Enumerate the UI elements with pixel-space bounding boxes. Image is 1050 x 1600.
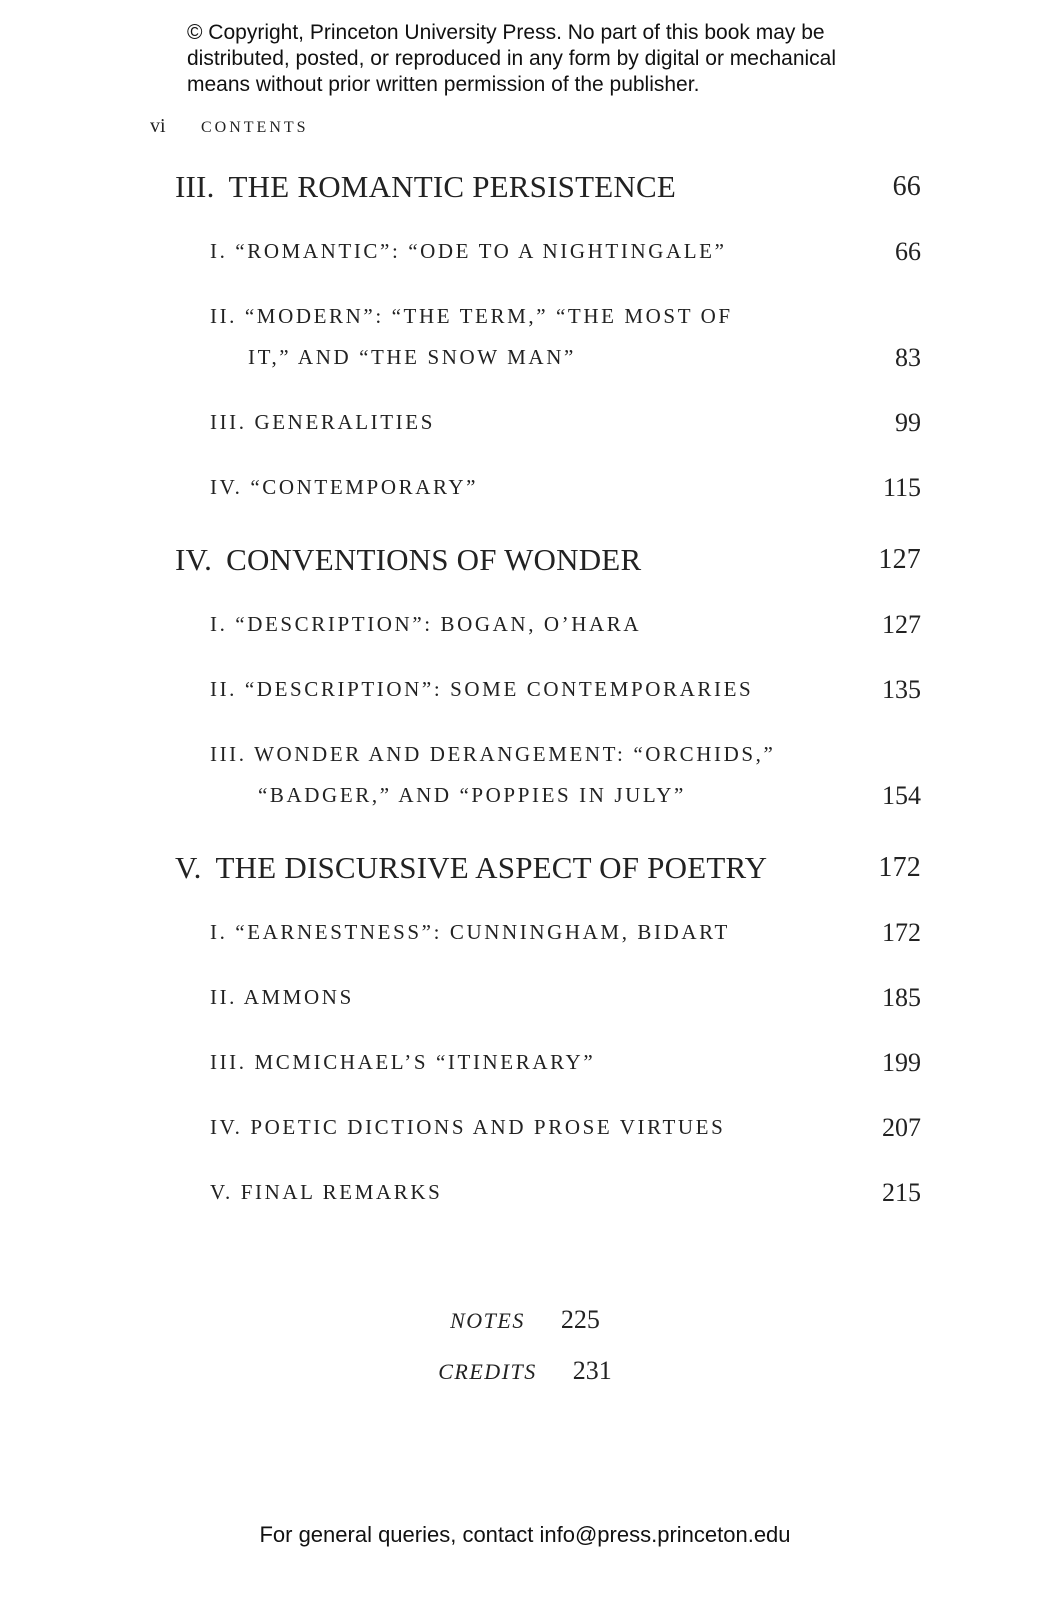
chapter-title: CONVENTIONS OF WONDER <box>226 542 642 577</box>
page-number: 207 <box>882 1113 921 1142</box>
page-number: 99 <box>895 408 921 437</box>
page-number: 135 <box>882 675 921 704</box>
page-number: 66 <box>895 237 921 266</box>
section-title: V. FINAL REMARKS <box>210 1180 443 1204</box>
page-number: 185 <box>882 983 921 1012</box>
page-number: 172 <box>882 918 921 947</box>
page-number: 199 <box>882 1048 921 1077</box>
page-number: 127 <box>882 610 921 639</box>
section-title: III. GENERALITIES <box>210 410 435 434</box>
toc-section-entry <box>175 1172 921 1213</box>
toc-credits-entry <box>0 1356 1050 1386</box>
section-title-line: II. “MODERN”: “THE TERM,” “THE MOST OF <box>210 304 733 328</box>
page-folio: vi <box>150 115 166 137</box>
page-number: 66 <box>892 171 921 202</box>
page-number: 127 <box>878 544 921 575</box>
toc-chapter-entry <box>175 538 921 580</box>
notes-label: NOTES <box>450 1308 525 1333</box>
section-title-line: IT,” AND “THE SNOW MAN” <box>248 345 576 369</box>
section-title: I. “ROMANTIC”: “ODE TO A NIGHTINGALE” <box>210 239 727 263</box>
page-number: 225 <box>560 1305 600 1334</box>
copyright-line: means without prior written permission of the publisher. <box>187 73 700 96</box>
toc-chapter-entry <box>175 165 921 207</box>
page-number: 83 <box>895 343 921 372</box>
toc-part <box>175 538 921 816</box>
chapter-title: THE DISCURSIVE ASPECT OF POETRY <box>215 850 768 885</box>
running-head-title: CONTENTS <box>201 119 309 136</box>
toc-section-entry <box>175 402 921 443</box>
section-title <box>210 734 850 816</box>
section-title-line: “BADGER,” AND “POPPIES IN JULY” <box>258 783 686 807</box>
credits-label: CREDITS <box>438 1359 537 1384</box>
page-number: 215 <box>882 1178 921 1207</box>
table-of-contents <box>175 165 921 1243</box>
contact-footer: For general queries, contact info@press.princeton.edu <box>259 1522 791 1547</box>
toc-section-entry <box>175 1042 921 1083</box>
chapter-title: THE ROMANTIC PERSISTENCE <box>228 169 676 204</box>
toc-notes-entry <box>0 1305 1050 1335</box>
page-number: 172 <box>878 852 921 883</box>
section-title: IV. “CONTEMPORARY” <box>210 475 479 499</box>
toc-part <box>175 846 921 1213</box>
page-number: 115 <box>882 473 921 502</box>
section-title: III. MCMICHAEL’S “ITINERARY” <box>210 1050 596 1074</box>
chapter-number: IV. <box>175 542 213 577</box>
page-number: 231 <box>572 1356 612 1385</box>
toc-part <box>175 165 921 508</box>
section-title <box>210 296 850 378</box>
section-title: II. AMMONS <box>210 985 354 1009</box>
section-title: I. “EARNESTNESS”: CUNNINGHAM, BIDART <box>210 920 730 944</box>
toc-section-entry <box>175 734 921 816</box>
running-head <box>150 115 309 138</box>
toc-chapter-entry <box>175 846 921 888</box>
toc-section-entry <box>175 669 921 710</box>
copyright-notice <box>187 20 887 98</box>
toc-section-entry <box>175 231 921 272</box>
toc-section-entry <box>175 912 921 953</box>
chapter-number: III. <box>175 169 215 204</box>
copyright-line: © Copyright, Princeton University Press. No part of this book may be <box>187 21 825 44</box>
section-title: IV. POETIC DICTIONS AND PROSE VIRTUES <box>210 1115 726 1139</box>
toc-section-entry <box>175 296 921 378</box>
copyright-line: distributed, posted, or reproduced in any form by digital or mechanical <box>187 47 837 70</box>
toc-section-entry <box>175 977 921 1018</box>
toc-section-entry <box>175 1107 921 1148</box>
toc-section-entry <box>175 467 921 508</box>
section-title-line: III. WONDER AND DERANGEMENT: “ORCHIDS,” <box>210 742 776 766</box>
chapter-number: V. <box>175 850 202 885</box>
page-number: 154 <box>882 781 921 810</box>
section-title: II. “DESCRIPTION”: SOME CONTEMPORARIES <box>210 677 754 701</box>
section-title: I. “DESCRIPTION”: BOGAN, O’HARA <box>210 612 642 636</box>
toc-section-entry <box>175 604 921 645</box>
